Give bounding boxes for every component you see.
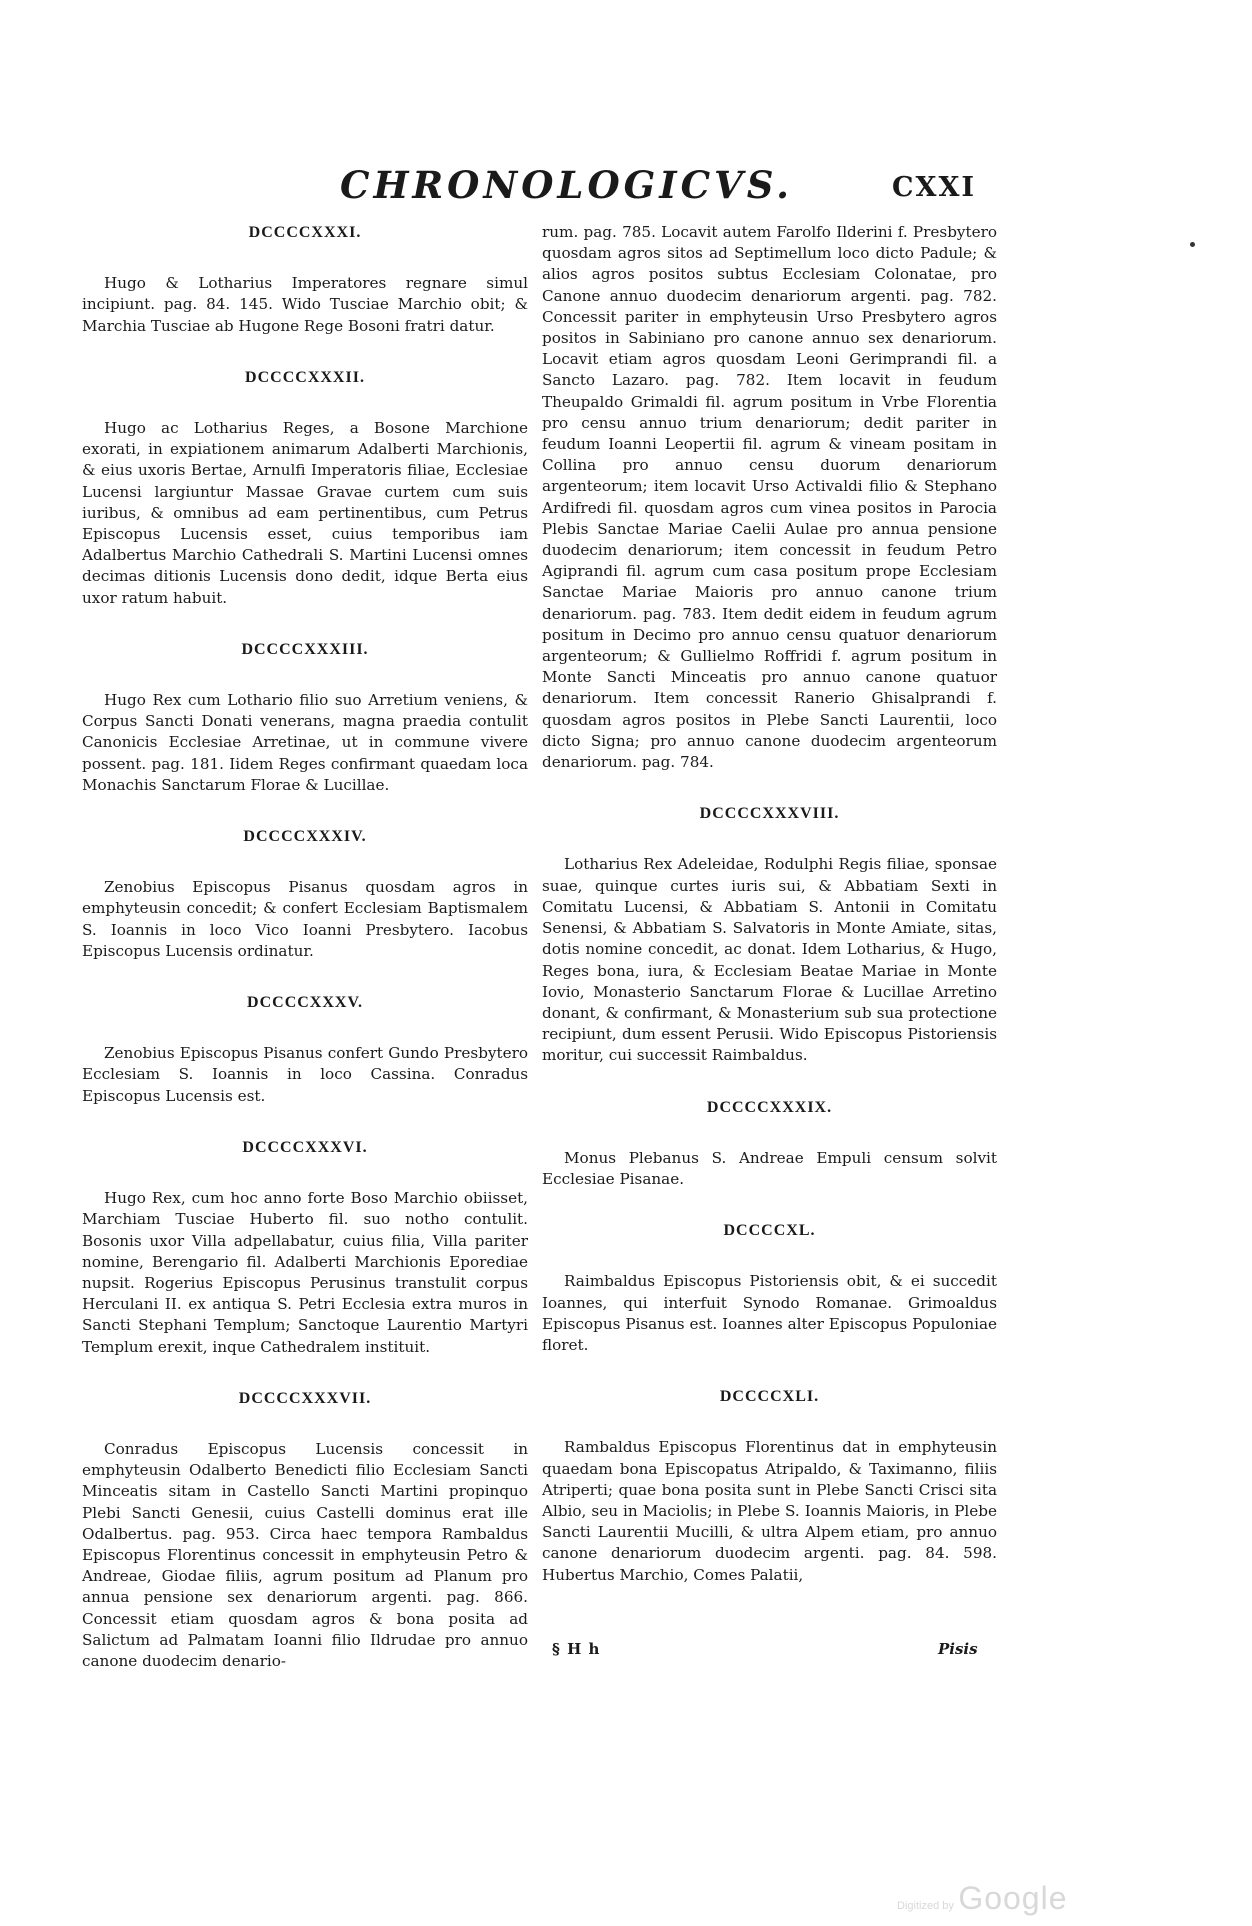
entry-text: Hugo & Lotharius Imperatores regnare simul incipiunt. pag. 84. 145. Wido Tusciae Marchio obit; & Marchia Tusciae ab Hugone Rege Bosoni fratri datur. — [82, 274, 528, 335]
year-heading: DCCCCXXXV. — [247, 994, 363, 1012]
year-entry — [82, 992, 528, 1107]
entry-text: Zenobius Episcopus Pisanus quosdam agros in emphyteusin concedit; & confert Ecclesiam Baptismalem S. Ioannis in loco Vico Ioanni Presbytero. Iacobus Episcopus Lucensis ordinatur. — [82, 878, 528, 960]
catchword: Pisis — [938, 1640, 978, 1658]
entry-text: Lotharius Rex Adeleidae, Rodulphi Regis filiae, sponsae suae, quinque curtes iuris sui, & Abbatiam Sexti in Comitatu Lucensi, & Abbatiam S. Antonii in Comitatu Senensi, & Abbatiam S. Salvatoris in Monte Amiate, sitas, dotis nomine concedit, ac donat. Idem Lotharius, & Hugo, Reges bona, iura, & Ecclesiam Beatae Mariae in Monte Iovio, Monasterio Sanctarum Florae & Lucillae Arretino donant, & confirmant, & Monasterium sub sua protectione recipiunt, dum essent Perusii. Wido Episcopus Pistoriensis moritur, cui successit Raimbaldus. — [542, 855, 997, 1065]
year-entry — [542, 1097, 997, 1191]
entry-text: Hugo Rex, cum hoc anno forte Boso Marchio obiisset, Marchiam Tusciae Huberto fil. suo notho contulit. Bosonis uxor Villa adpellabatur, cuius filia, Villa pariter nomine, Berengario fil. Adalberti Marchionis Eporediae nupsit. Rogerius Episcopus Perusinus transtulit corpus Herculani II. ex antiqua S. Petri Ecclesia extra muros in Sancti Stephani Templum; Sanctoque Laurentio Martyri Templum erexit, inque Cathedralem instituit. — [82, 1189, 528, 1356]
year-entry — [542, 1386, 997, 1586]
year-heading: DCCCCXXXVI. — [242, 1138, 368, 1156]
year-heading: DCCCCXXXVII. — [238, 1389, 372, 1407]
year-entry — [82, 1137, 528, 1358]
year-heading: DCCCCXL. — [723, 1222, 816, 1240]
page-number: CXXI — [892, 172, 977, 203]
entry-text: Zenobius Episcopus Pisanus confert Gundo Presbytero Ecclesiam S. Ioannis in loco Cassina. Conradus Episcopus Lucensis est. — [82, 1044, 528, 1105]
year-heading: DCCCCXXXVIII. — [699, 805, 840, 823]
year-entry — [82, 1388, 528, 1672]
continued-text: rum. pag. 785. Locavit autem Farolfo Ilderini f. Presbytero quosdam agros sitos ad Septimellum loco dicto Padule; & alios agros positos subtus Ecclesiam Colonatae, pro Canone annuo duodecim denariorum argenti. pag. 782. Concessit pariter in emphyteusin Urso Presbytero agros positos in Sabiniano pro canone annuo sex denariorum. Locavit etiam agros quosdam Leoni Gerimprandi fil. a Sancto Lazaro. pag. 782. Item locavit in feudum Theupaldo Grimaldi fil. agrum positum in Vrbe Florentia pro censu annuo trium denariorum; dedit pariter in feudum Ioanni Leopertii fil. agrum & vineam positam in Collina pro annuo censu duorum denariorum argenteorum; item locavit Urso Activaldi filio & Stephano Ardifredi fil. quosdam agros cum vinea positos in Parocia Plebis Sanctae Mariae Caelii Aulae pro annua pensione duodecim denariorum; item concessit in feudum Petro Agiprandi fil. agrum cum casa positum prope Ecclesiam Sanctae Mariae Maioris pro annuo canone trium denariorum. pag. 783. Item dedit eidem in feudum agrum positum in Decimo pro annuo censu quatuor denariorum argenteorum; & Gullielmo Roffridi f. agrum positum in Monte Sancti Minceatis pro annuo canone quatuor denariorum. Item concessit Ranerio Ghisalprandi f. quosdam agros positos in Plebe Sancti Laurentii, loco dicto Signa; pro annuo canone duodecim argenteorum denariorum. pag. 784. — [542, 223, 997, 772]
year-entry — [542, 1220, 997, 1356]
year-heading: DCCCCXXXIX. — [706, 1098, 833, 1116]
watermark-small-text: Digitized by — [897, 1900, 954, 1912]
entry-text: Conradus Episcopus Lucensis concessit in emphyteusin Odalberto Benedicti filio Ecclesiam Sancti Minceatis sitam in Castello Sancti Martini propinquo Plebi Sancti Genesii, cuius Castelli dominus erat ille Odalbertus. pag. 953. Circa haec tempora Rambaldus Episcopus Florentinus concessit in emphyteusin Petro & Andreae, Giodae filiis, agrum positum ad Planum pro annua pensione sex denariorum argenti. pag. 866. Concessit etiam quosdam agros & bona posita ad Salictum ad Palmatam Ioanni filio Ildrudae pro annuo canone duodecim denario- — [82, 1439, 528, 1670]
year-heading: DCCCCXXXII. — [245, 368, 365, 386]
year-heading: DCCCCXLI. — [719, 1388, 820, 1406]
ink-spot — [1190, 242, 1195, 247]
running-title: CHRONOLOGICVS. — [340, 163, 794, 207]
year-entry — [82, 222, 528, 337]
entry-text: Monus Plebanus S. Andreae Empuli censum solvit Ecclesiae Pisanae. — [542, 1148, 997, 1188]
year-entry — [82, 367, 528, 609]
right-column — [542, 222, 997, 1616]
left-column — [82, 222, 528, 1702]
entry-text: Hugo ac Lotharius Reges, a Bosone Marchione exorati, in expiationem animarum Adalberti Marchionis, & eius uxoris Bertae, Arnulfi Imperatoris filiae, Ecclesiae Lucensi largiuntur Massae Gravae curtem cum suis iuribus, & omnibus ad eam pertinentibus, cum Petrus Episcopus Lucensis esset, cuius temporibus iam Adalbertus Marchio Cathedrali S. Martini Lucensi omnes decimas ditionis Lucensis dono dedit, idque Berta eius uxor ratum habuit. — [82, 419, 528, 607]
year-entry — [82, 639, 528, 796]
entry-text: Hugo Rex cum Lothario filio suo Arretium veniens, & Corpus Sancti Donati venerans, magna praedia contulit Canonicis Ecclesiae Arretinae, ut in commune vivere possent. pag. 181. Iidem Reges confirmant quaedam loca Monachis Sanctarum Florae & Lucillae. — [82, 691, 528, 794]
gathering-signature: § H h — [552, 1640, 601, 1658]
entry-text: Rambaldus Episcopus Florentinus dat in emphyteusin quaedam bona Episcopatus Atripaldo, & Taximanno, filiis Atriperti; quae bona posita sunt in Plebe Sancti Crisci sita Albio, seu in Maciolis; in Plebe S. Ioannis Maioris, in Plebe Sancti Laurentii Mucilli, & ultra Alpem etiam, pro annuo canone denariorum duodecim argenti. pag. 84. 598. Hubertus Marchio, Comes Palatii, — [542, 1438, 997, 1584]
year-entry — [542, 803, 997, 1066]
watermark-logo-text: Google — [958, 1880, 1068, 1916]
year-heading: DCCCCXXXIV. — [243, 828, 367, 846]
digitization-watermark — [897, 1880, 1068, 1917]
year-entry — [82, 826, 528, 962]
year-heading: DCCCCXXXI. — [248, 224, 362, 241]
year-heading: DCCCCXXXIII. — [241, 640, 369, 658]
entry-text: Raimbaldus Episcopus Pistoriensis obit, & ei succedit Ioannes, qui interfuit Synodo Romanae. Grimoaldus Episcopus Pisanus est. Ioannes alter Episcopus Populoniae floret. — [542, 1272, 997, 1354]
